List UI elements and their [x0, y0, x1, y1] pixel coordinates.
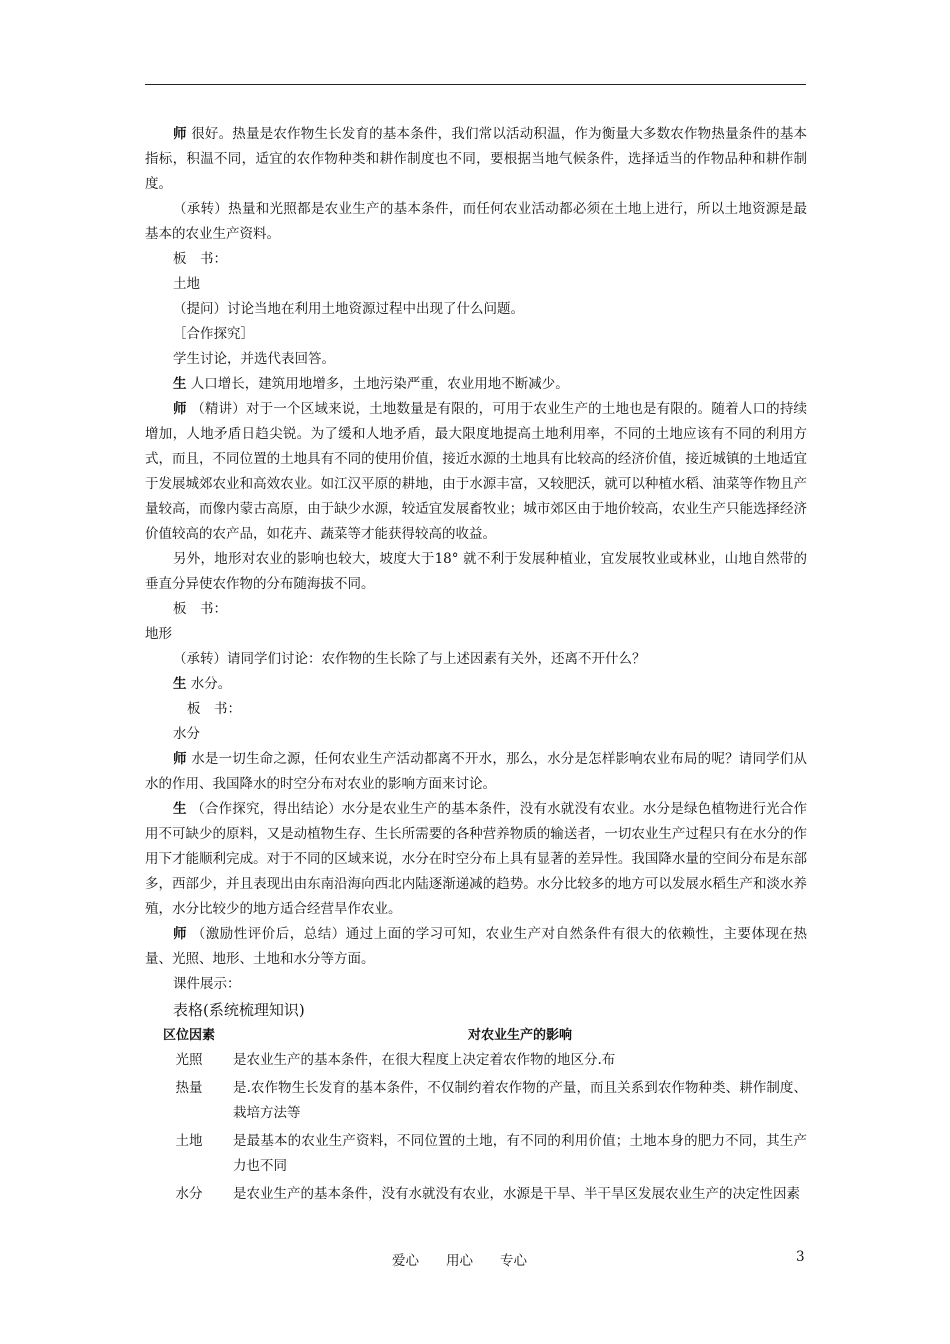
board-label: 板 书： [173, 251, 227, 267]
paragraph-text: 水是一切生命之源，任何农业生产活动都离不开水，那么，水分是怎样影响农业布局的呢？请同学们从水的作用、我国降水的时空分布对农业的影响方面来讨论。 [145, 751, 808, 792]
table-cell-factor: 光照 [175, 1052, 203, 1068]
paragraph-text: （合作探究，得出结论）水分是农业生产的基本条件，没有水就没有农业。水分是绿色植物进行光合作用不可缺少的原料，又是动植物生存、生长所需要的各种营养物质的输送者，一切农业生产过程只有在水分的作用下才能顺利完成。对于不同的区域来说，水分在时空分布上具有显著的差异性。我国降水量的空间分布是东部多，西部少，并且表现出由东南沿海向西北内陆逐渐递减的趋势。水分比较多的地方可以发展水稻生产和淡水养殖，水分比较少的地方适合经营旱作农业。 [145, 801, 808, 917]
factors-table [145, 1023, 807, 1210]
paragraph: 学生讨论，并选代表回答。 [173, 351, 335, 367]
table-row [145, 1076, 807, 1129]
paragraph-text: 人口增长，建筑用地增多，土地污染严重，农业用地不断减少。 [190, 376, 569, 392]
table-header-factor: 区位因素 [162, 1028, 215, 1043]
paragraph [145, 372, 807, 397]
speaker-label: 师 [173, 401, 187, 417]
paragraph-text: （精讲）对于一个区域来说，土地数量是有限的，可用于农业生产的土地也是有限的。随着人口的持续增加，人地矛盾日趋尖锐。为了缓和人地矛盾，最大限度地提高土地利用率，不同的土地应该有不同的利用方式，而且，不同位置的土地具有不同的使用价值，接近水源的土地具有比较高的经济价值，接近城镇的土地适宜于发展城郊农业和高效农业。如江汉平原的耕地，由于水源丰富，又较肥沃，就可以种植水稻、油菜等作物且产量较高，而像内蒙古高原，由于缺少水源，较适宜发展畜牧业；城市郊区由于地价较高，农业生产只能选择经济价值较高的农产品，如花卉、蔬菜等才能获得较高的收益。 [145, 401, 808, 542]
paragraph [145, 397, 807, 547]
table-header-row [145, 1023, 807, 1048]
speaker-label: 师 [173, 126, 187, 142]
paragraph-text: 很好。热量是农作物生长发育的基本条件，我们常以活动积温，作为衡量大多数农作物热量条件的基本指标，积温不同，适宜的农作物种类和耕作制度也不同，要根据当地气候条件，选择适当的作物品种和耕作制度。 [145, 126, 808, 192]
document-body [145, 122, 807, 1210]
table-cell-factor: 热量 [175, 1080, 203, 1096]
section-heading: ［合作探究］ [173, 326, 254, 342]
table-row [145, 1048, 807, 1076]
speaker-label: 生 [173, 801, 187, 817]
board-item: 土地 [173, 276, 200, 292]
header-rule [145, 84, 806, 85]
table-cell-effect: 是农业生产的基本条件，在很大程度上决定着农作物的地区分.布 [233, 1052, 616, 1068]
speaker-label: 师 [173, 926, 187, 942]
speaker-label: 生 [173, 676, 187, 692]
paragraph: （承转）热量和光照都是农业生产的基本条件，而任何农业活动都必须在土地上进行，所以土地资源是最基本的农业生产资料。 [145, 201, 807, 242]
table-cell-effect: 是农业生产的基本条件，没有水就没有农业，水源是干旱、半干旱区发展农业生产的决定性因素 [233, 1186, 800, 1202]
table-cell-effect: 是最基本的农业生产资料，不同位置的土地，有不同的利用价值；土地本身的肥力不同，其生产力也不同 [233, 1133, 807, 1174]
table-row [145, 1182, 807, 1210]
paragraph [145, 797, 807, 922]
table-cell-factor: 水分 [175, 1186, 203, 1202]
paragraph [145, 122, 807, 197]
board-item: 地形 [145, 626, 172, 642]
paragraph [145, 922, 807, 972]
board-label: 板 书： [173, 601, 227, 617]
board-item: 水分 [173, 726, 200, 742]
board-label: 板 书： [187, 701, 241, 717]
page-number: 3 [796, 1249, 805, 1265]
speaker-label: 师 [173, 751, 187, 767]
footer-motto: 爱心 用心 专心 [392, 1253, 527, 1269]
table-cell-effect: 是.农作物生长发育的基本条件，不仅制约着农作物的产量，而且关系到农作物种类、耕作制度、栽培方法等 [233, 1080, 807, 1121]
paragraph: （提问）讨论当地在利用土地资源过程中出现了什么问题。 [173, 301, 524, 317]
table-row [145, 1129, 807, 1182]
table-title: 表格(系统梳理知识) [173, 1001, 305, 1019]
paragraph-text: 水分。 [190, 676, 232, 692]
speaker-label: 生 [173, 376, 187, 392]
paragraph: 另外，地形对农业的影响也较大，坡度大于18° 就不利于发展种植业，宜发展牧业或林业，山地自然带的垂直分异使农作物的分布随海拔不同。 [145, 551, 807, 592]
paragraph-text: （激励性评价后，总结）通过上面的学习可知，农业生产对自然条件有很大的依赖性，主要体现在热量、光照、地形、土地和水分等方面。 [145, 926, 808, 967]
paragraph: 课件展示： [173, 976, 241, 992]
paragraph [145, 672, 807, 697]
table-cell-factor: 土地 [175, 1133, 203, 1149]
table-header-effect: 对农业生产的影响 [467, 1028, 572, 1043]
paragraph: （承转）请同学们讨论：农作物的生长除了与上述因素有关外，还离不开什么？ [173, 651, 646, 667]
paragraph [145, 747, 807, 797]
